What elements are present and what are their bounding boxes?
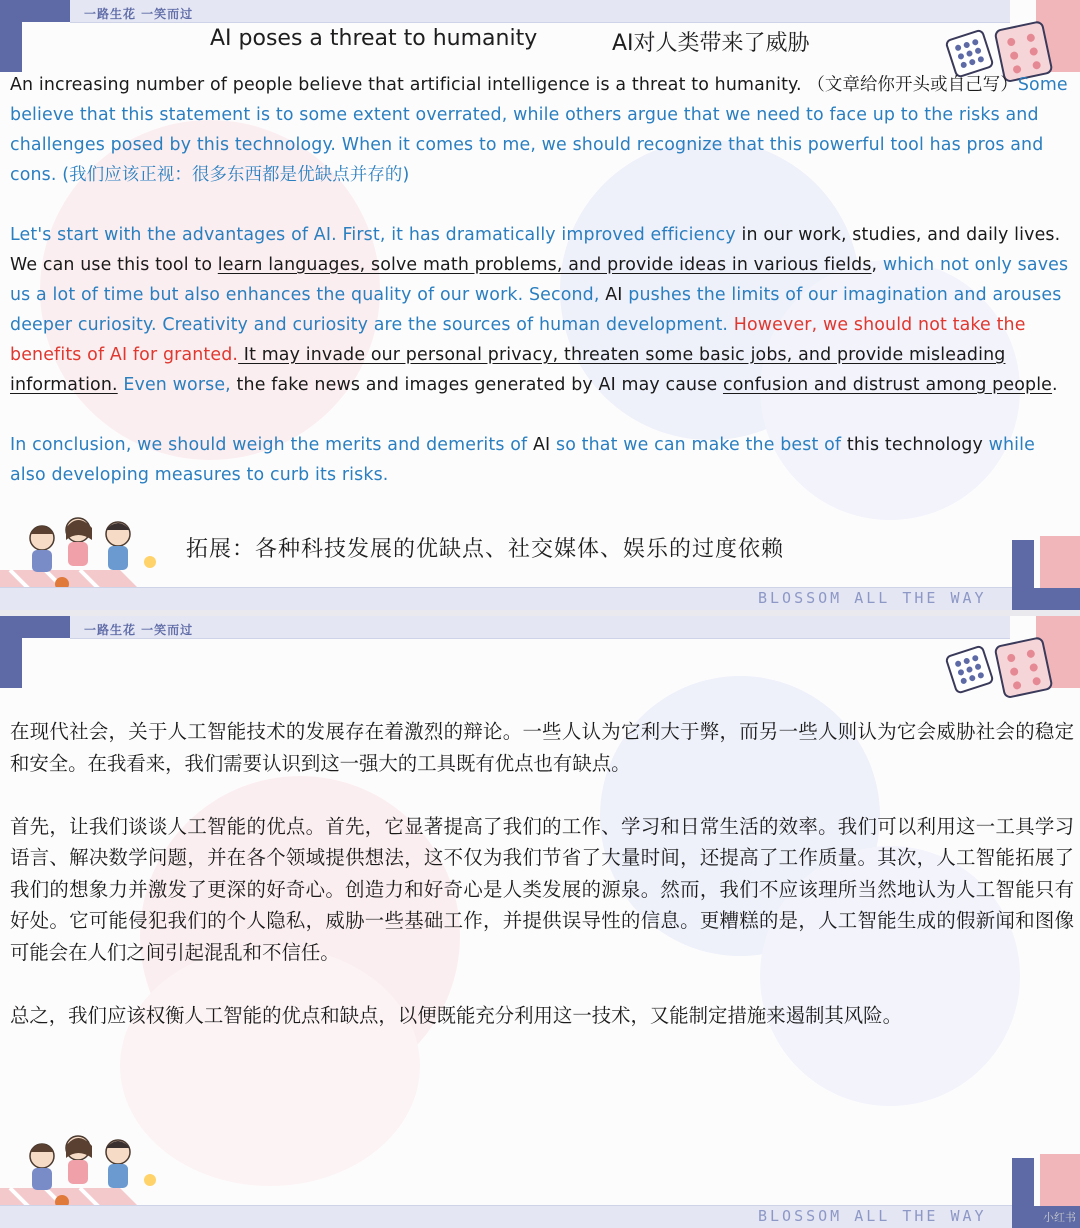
extension-note: 拓展：各种科技发展的优缺点、社交媒体、娱乐的过度依赖 <box>186 537 785 562</box>
top-strip <box>70 616 1010 639</box>
brand-footer: BLOSSOM ALL THE WAY <box>758 589 987 607</box>
essay-page-chinese <box>0 616 1080 1228</box>
essay-english <box>10 70 1072 520</box>
essay-page-english <box>0 0 1080 610</box>
watermark: 小红书 <box>1043 1211 1076 1224</box>
essay-paragraph: Let's start with the advantages of AI. First, it has dramatically improved efficiency in our work, studies, and daily lives. We can use this tool to learn languages, solve math problems, and provide ideas in various fields, which not only saves us a lot of time but also enhances the quality of our work. Second, AI pushes the limits of our imagination and arouses deeper curiosity. Creativity and curiosity are the sources of human development. However, we should not take the benefits of AI for granted. It may invade our personal privacy, threaten some basic jobs, and provide misleading information. Even worse, the fake news and images generated by AI may cause confusion and distrust among people. <box>10 225 1069 395</box>
slogan: 一路生花 一笑而过 <box>84 7 194 21</box>
essay-paragraph: An increasing number of people believe that artificial intelligence is a threat to humanity. （文章给你开头或自己写）Some believe that this statement is to some extent overrated, while others argue that we need to face up to the risks and challenges posed by this technology. When it comes to me, we should recognize that this powerful tool has pros and cons. (我们应该正视：很多东西都是优缺点并存的) <box>10 75 1068 185</box>
brand-footer: BLOSSOM ALL THE WAY <box>758 1207 987 1225</box>
underlined-phrase: learn languages, solve math problems, and provide ideas in various fields <box>217 255 872 275</box>
essay-chinese <box>10 716 1074 1063</box>
corner-tab <box>22 616 70 638</box>
essay-paragraph: 在现代社会，关于人工智能技术的发展存在着激烈的辩论。一些人认为它利大于弊，而另一些人则认为它会威胁社会的稳定和安全。在我看来，我们需要认识到这一强大的工具既有优点也有缺点。 <box>10 720 1074 775</box>
essay-paragraph: In conclusion, we should weigh the merits and demerits of AI so that we can make the best of this technology while also developing measures to curb its risks. <box>10 435 1035 485</box>
corner-tab <box>0 616 22 688</box>
corner-tab <box>1012 1158 1034 1228</box>
corner-tab <box>1040 536 1080 588</box>
dice-icon <box>942 634 1054 706</box>
corner-tab <box>1012 540 1034 610</box>
slogan: 一路生花 一笑而过 <box>84 623 194 637</box>
corner-tab <box>0 0 22 72</box>
corner-tab <box>22 0 70 22</box>
essay-paragraph: 总之，我们应该权衡人工智能的优点和缺点，以便既能充分利用这一技术，又能制定措施来遏制其风险。 <box>10 1003 902 1027</box>
underlined-phrase: confusion and distrust among people <box>722 375 1053 395</box>
title-chinese: AI对人类带来了威胁 <box>612 31 810 56</box>
underlined-phrase: It may invade our personal privacy, threaten some basic jobs, and provide misleading information. <box>10 345 1006 395</box>
corner-tab <box>1040 1154 1080 1206</box>
title-english: AI poses a threat to humanity <box>210 26 538 51</box>
top-strip <box>70 0 1010 23</box>
essay-paragraph: 首先，让我们谈谈人工智能的优点。首先，它显著提高了我们的工作、学习和日常生活的效率。我们可以利用这一工具学习语言、解决数学问题，并在各个领域提供想法，这不仅为我们节省了大量时间，还提高了工作质量。其次，人工智能拓展了我们的想象力并激发了更深的好奇心。创造力和好奇心是人类发展的源泉。然而，我们不应该理所当然地认为人工智能只有好处。它可能侵犯我们的个人隐私，威胁一些基础工作，并提供误导性的信息。更糟糕的是，人工智能生成的假新闻和图像可能会在人们之间引起混乱和不信任。 <box>10 814 1074 964</box>
